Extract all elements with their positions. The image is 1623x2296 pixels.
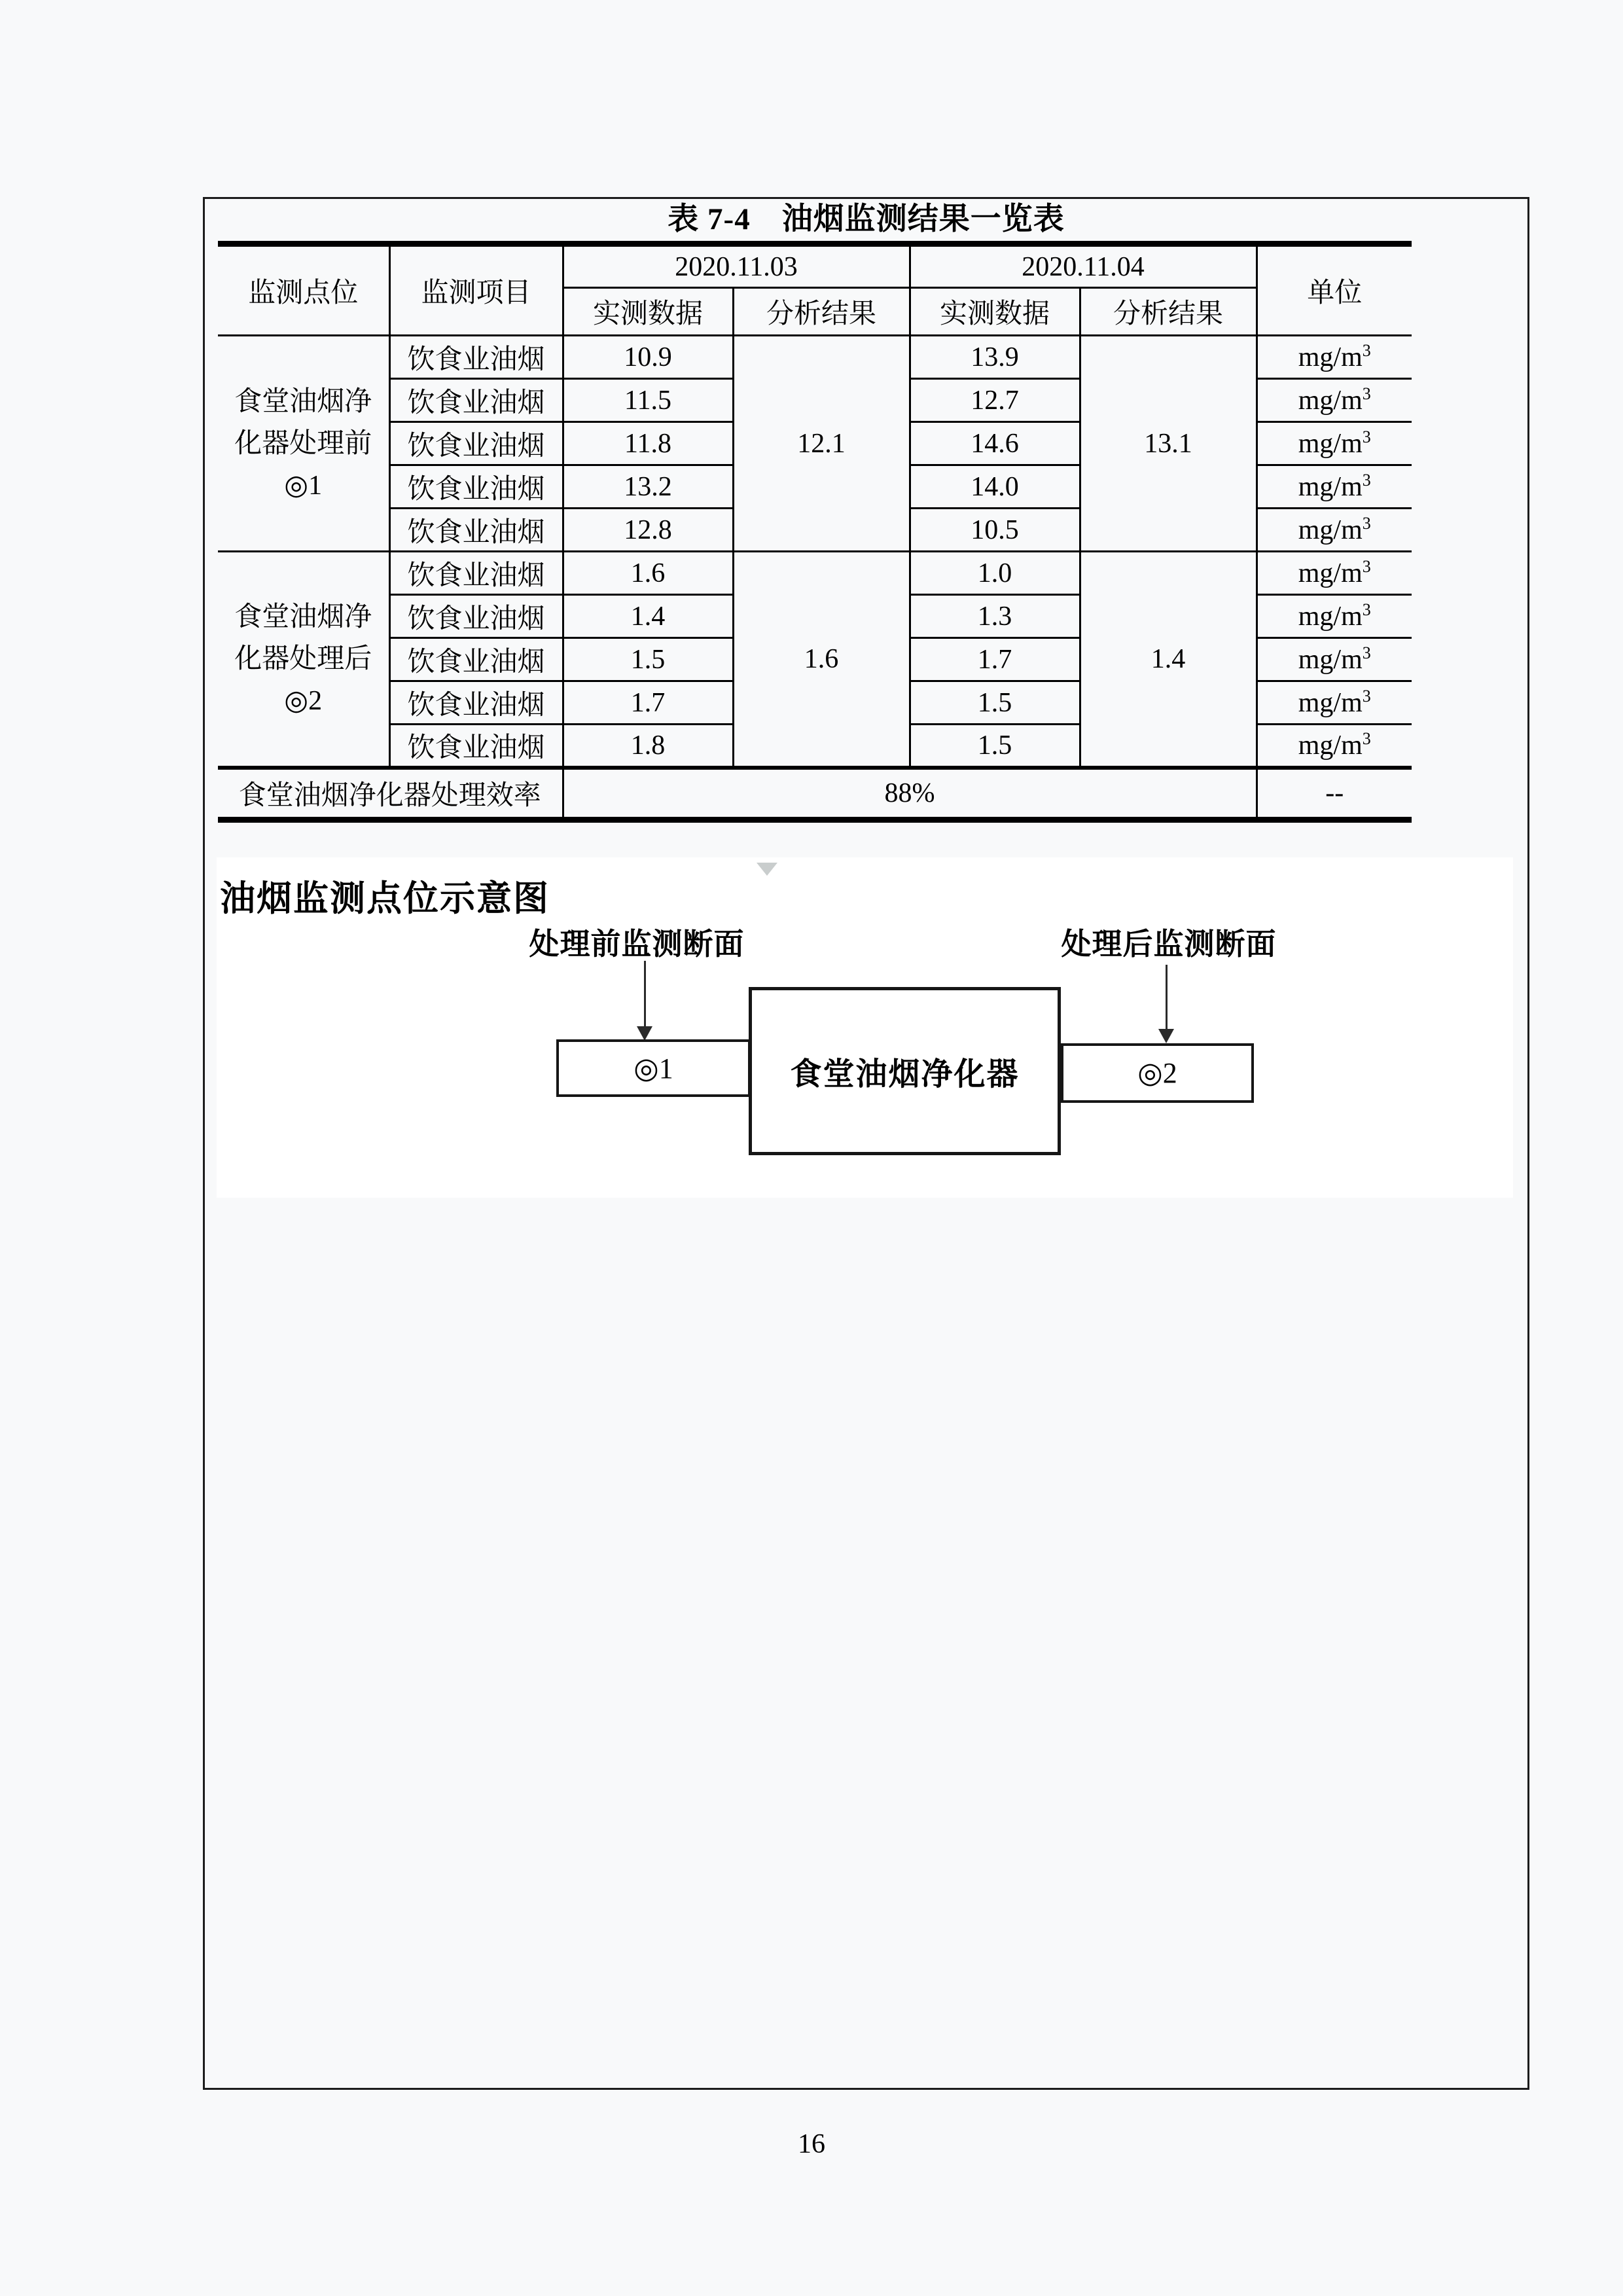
cell-day1-result: 1.6 [733, 552, 910, 768]
cell-day2-value: 10.5 [910, 509, 1080, 552]
table-title: 表 7-4 油烟监测结果一览表 [668, 202, 1065, 236]
cell-item: 饮食业油烟 [389, 681, 563, 725]
cell-unit: $mg/m^3$ [1257, 638, 1412, 681]
diagram-box-purifier: 食堂油烟净化器 [749, 987, 1061, 1155]
diagram-heading: 油烟监测点位示意图 [220, 879, 550, 918]
header-cell-date1: 2020.11.03 [563, 244, 910, 288]
cell-item: 饮食业油烟 [389, 336, 563, 379]
cell-day2-value: 1.5 [910, 681, 1080, 725]
cell-day1-value: 1.8 [563, 725, 733, 768]
table-row [218, 336, 1412, 379]
header-cell-point: 监测点位 [218, 244, 389, 336]
cell-day2-value: 14.0 [910, 465, 1080, 509]
cell-day1-value: 12.8 [563, 509, 733, 552]
diagram-box-point1: ◎1 [556, 1039, 751, 1097]
cell-day1-value: 1.5 [563, 638, 733, 681]
cell-monitoring-point-after: 食堂油烟净 化器处理后 ◎2 [218, 552, 389, 768]
cell-item: 饮食业油烟 [389, 465, 563, 509]
cell-unit: $mg/m^3$ [1257, 552, 1412, 595]
header-cell-unit: 单位 [1257, 244, 1412, 336]
cell-day2-value: 1.3 [910, 595, 1080, 638]
cell-efficiency-label: 食堂油烟净化器处理效率 [218, 768, 563, 820]
cell-day1-value: 11.8 [563, 422, 733, 465]
cell-day1-result: 12.1 [733, 336, 910, 552]
cell-day1-value: 13.2 [563, 465, 733, 509]
cell-unit: $mg/m^3$ [1257, 379, 1412, 422]
cell-day1-value: 1.6 [563, 552, 733, 595]
header-cell-item: 监测项目 [389, 244, 563, 336]
page-number: 16 [798, 2129, 825, 2159]
cell-day2-value: 1.5 [910, 725, 1080, 768]
cell-unit: $mg/m^3$ [1257, 725, 1412, 768]
cell-efficiency-unit: -- [1257, 768, 1412, 820]
cell-day2-value: 13.9 [910, 336, 1080, 379]
cell-item: 饮食业油烟 [389, 595, 563, 638]
table-row [218, 552, 1412, 595]
cell-day1-value: 10.9 [563, 336, 733, 379]
cell-unit: $mg/m^3$ [1257, 465, 1412, 509]
cell-unit: $mg/m^3$ [1257, 422, 1412, 465]
cell-item: 饮食业油烟 [389, 552, 563, 595]
table-row-efficiency [218, 768, 1412, 820]
label-after-treatment-section: 处理后监测断面 [1061, 927, 1277, 961]
arrow-down-after-head-icon [1158, 1029, 1174, 1043]
arrow-down-after-line [1166, 965, 1168, 1030]
table-header-row-dates [218, 244, 1412, 288]
header-cell-date2: 2020.11.04 [910, 244, 1257, 288]
cell-day2-value: 12.7 [910, 379, 1080, 422]
cell-item: 饮食业油烟 [389, 725, 563, 768]
cell-item: 饮食业油烟 [389, 509, 563, 552]
cell-item: 饮食业油烟 [389, 422, 563, 465]
header-cell-analysis-1: 分析结果 [733, 288, 910, 336]
cell-day2-value: 1.7 [910, 638, 1080, 681]
header-cell-analysis-2: 分析结果 [1080, 288, 1257, 336]
cell-day2-result: 13.1 [1080, 336, 1257, 552]
cell-monitoring-point-before: 食堂油烟净 化器处理前 ◎1 [218, 336, 389, 552]
cell-item: 饮食业油烟 [389, 638, 563, 681]
cell-unit: $mg/m^3$ [1257, 595, 1412, 638]
cell-day2-value: 14.6 [910, 422, 1080, 465]
cell-item: 饮食业油烟 [389, 379, 563, 422]
diagram-box-point2: ◎2 [1061, 1043, 1254, 1103]
cell-efficiency-value: 88% [563, 768, 1257, 820]
cell-unit: $mg/m^3$ [1257, 509, 1412, 552]
monitoring-results-table [218, 241, 1412, 823]
arrow-down-before-head-icon [637, 1026, 652, 1041]
label-before-treatment-section: 处理前监测断面 [529, 927, 745, 961]
cell-day2-result: 1.4 [1080, 552, 1257, 768]
cell-unit: $mg/m^3$ [1257, 681, 1412, 725]
header-cell-measured-2: 实测数据 [910, 288, 1080, 336]
arrow-down-before-line [644, 961, 646, 1028]
cell-day1-value: 1.4 [563, 595, 733, 638]
header-cell-measured-1: 实测数据 [563, 288, 733, 336]
gray-down-triangle-icon [757, 863, 777, 876]
cell-day1-value: 1.7 [563, 681, 733, 725]
cell-day1-value: 11.5 [563, 379, 733, 422]
cell-unit: $mg/m^3$ [1257, 336, 1412, 379]
cell-day2-value: 1.0 [910, 552, 1080, 595]
